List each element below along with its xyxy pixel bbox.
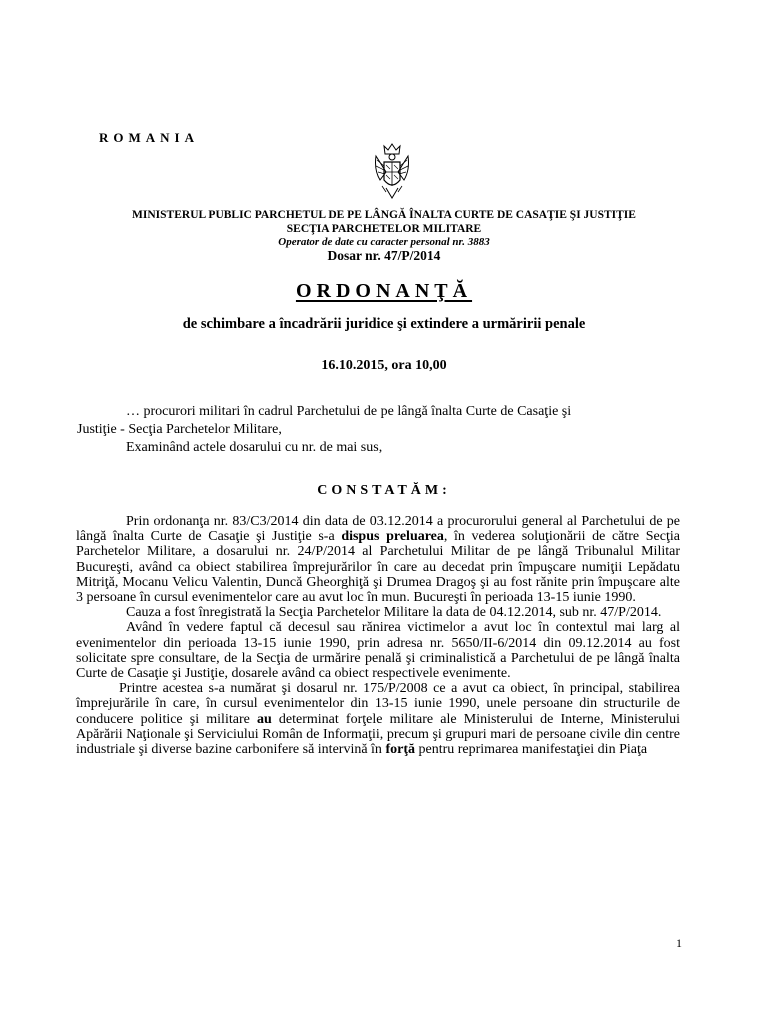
paragraph-1-text-a: Prin ordonanţa nr. 83/C3/2014 din data de 03.12.2014 a procurorului general al Parchetului de pe lângă înalta Curte de Casaţie şi Justiţie s-a (76, 514, 680, 545)
document-title (60, 280, 708, 303)
intro-line-2: Justiţie - Secţia Parchetelor Militare, (77, 422, 282, 437)
ministry-header (60, 208, 708, 236)
operator-note: Operator de date cu caracter personal nr. 3883 (278, 236, 490, 248)
page-number: 1 (676, 936, 682, 950)
paragraph-1 (76, 514, 680, 605)
paragraph-4-text-c: pentru reprimarea manifestaţiei din Piaţa (414, 742, 648, 758)
document-subtitle: de schimbare a încadrării juridice şi extindere a urmăririi penale (182, 316, 586, 332)
body-text (76, 514, 680, 757)
paragraph-2: Cauza a fost înregistrată la Secţia Parchetelor Militare la data de 04.12.2014, sub nr. 47/P/2014. (126, 605, 662, 621)
intro-block (77, 403, 680, 457)
paragraph-1-bold: dispus preluarea (341, 529, 444, 545)
paragraph-4-text-b: determinat forţele militare ale Ministerului de Interne, Ministerului Apărării Naţionale şi Serviciului Român de Informaţii, precum şi grupuri mari de persoane civile din centre industriale şi diverse bazine carbonifere să intervină în (76, 711, 680, 758)
paragraph-3: Având în vedere faptul că decesul sau rănirea victimelor a avut loc în contextul mai larg al evenimentelor din perioada 13-15 iunie 1990, prin adresa nr. 5650/II-6/2014 din 09.12.2014 au fost solicitate spre consultare, de la Secţia de urmărire penală şi criminalistică a Parchetului de pe lângă înalta Curte de Casaţie şi Justiţie, dosarele având ca obiect respectivele evenimente. (76, 620, 680, 682)
section-heading: CONSTATĂM: (317, 483, 451, 498)
intro-line-3: Examinând actele dosarului cu nr. de mai sus, (126, 440, 383, 455)
paragraph-1-text-b: , în vederea soluţionării de către Secţia Parchetelor Militare, a dosarului nr. 24/P/2014 al Parchetului Militar de pe lângă Tribunalul Militar Bucureşti, având ca obiect stabilirea împrejurărilor în care au decedat prin împuşcare numiţii Lepădatu Mitriţă, Mocanu Velicu Valentin, Duncă Gheorghiţă şi Drumea Dragoş şi au fost rănite prin împuşcare alte 3 persoane în cursul evenimentelor care au avut loc în mun. Bucureşti în perioada 13-15 iunie 1990. (76, 529, 680, 606)
coat-of-arms-icon (372, 142, 412, 202)
ministry-name: MINISTERUL PUBLIC PARCHETUL DE PE LÂNGĂ ÎNALTA CURTE DE CASAŢIE ŞI JUSTIŢIE (132, 209, 636, 221)
section-name: SECŢIA PARCHETELOR MILITARE (286, 223, 482, 235)
paragraph-4-bold-a: au (256, 711, 272, 727)
intro-line-1: … procurori militari în cadrul Parchetului de pe lângă înalta Curte de Casaţie şi (126, 404, 572, 419)
paragraph-4 (76, 681, 680, 757)
dosar-number: Dosar nr. 47/P/2014 (327, 248, 441, 263)
paragraph-4-bold-b: forţă (385, 742, 415, 758)
country-name: ROMANIA (99, 130, 199, 145)
title-text: ORDONANŢĂ (295, 280, 473, 302)
paragraph-4-text-a: Printre acestea s-a numărat şi dosarul nr. 175/P/2008 ce a avut ca obiect, în principal, stabilirea împrejurările în care, în cursul evenimentelor din 13-15 iunie 1990, unele persoane din structurile de conducere politice şi militare (76, 681, 680, 727)
document-date: 16.10.2015, ora 10,00 (321, 358, 447, 373)
